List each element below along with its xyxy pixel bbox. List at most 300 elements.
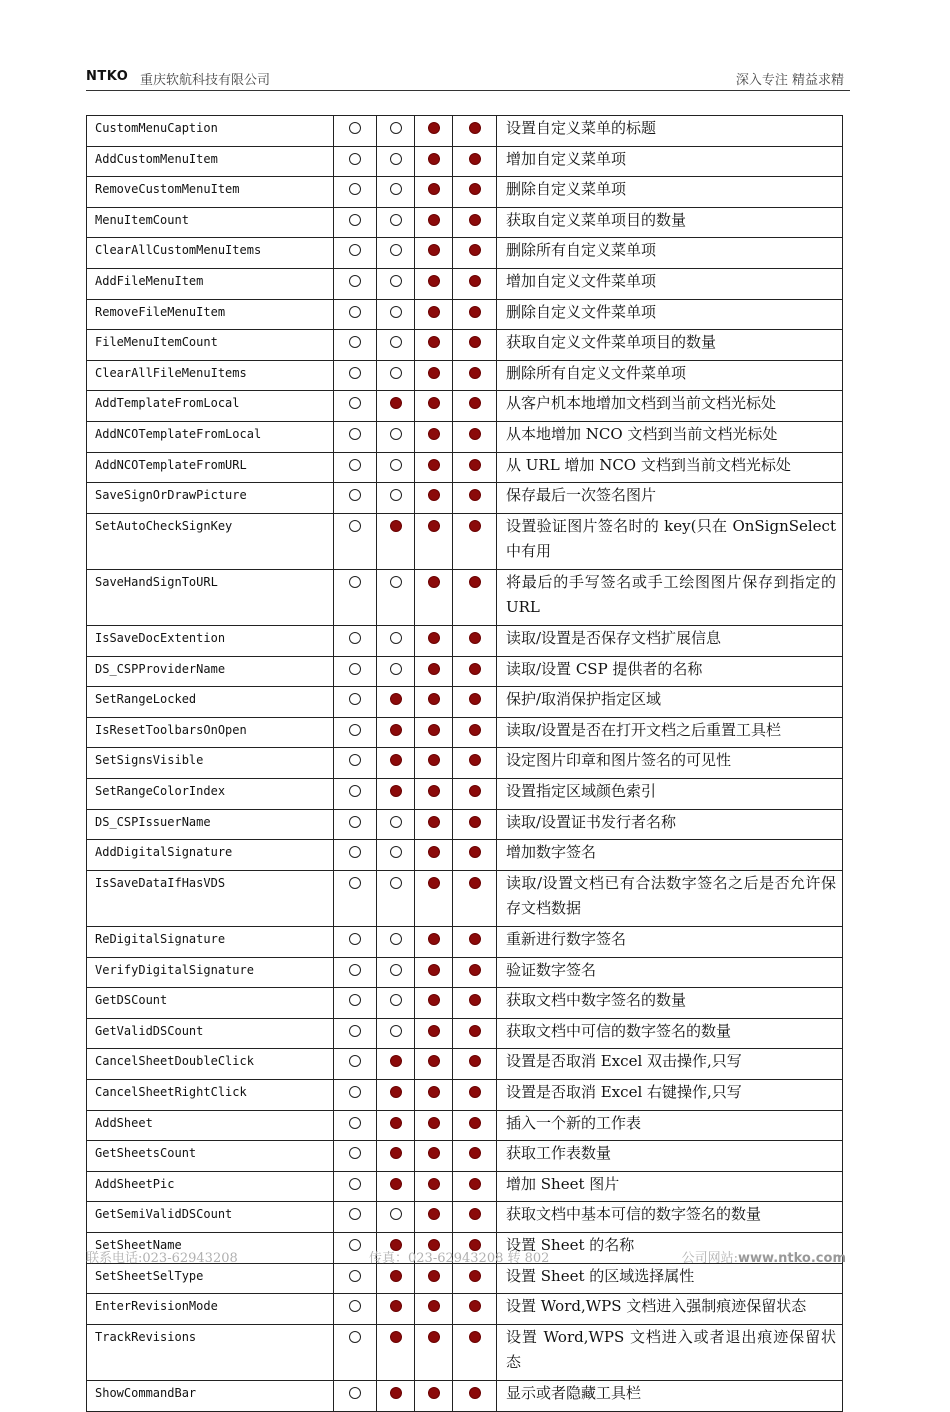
- open-circle-icon: [349, 846, 361, 858]
- method-name: RemoveCustomMenuItem: [87, 177, 334, 208]
- support-cell: [415, 391, 453, 422]
- support-cell: [453, 483, 497, 514]
- method-description: 增加数字签名: [497, 840, 843, 871]
- table-row: [87, 687, 843, 718]
- open-circle-icon: [349, 1055, 361, 1067]
- method-name: SetSheetSelType: [87, 1263, 334, 1294]
- support-cell: [377, 927, 415, 958]
- filled-circle-icon: [469, 1208, 481, 1220]
- method-name: VerifyDigitalSignature: [87, 957, 334, 988]
- open-circle-icon: [349, 336, 361, 348]
- support-cell: [377, 330, 415, 361]
- filled-circle-icon: [469, 1055, 481, 1067]
- open-circle-icon: [349, 754, 361, 766]
- support-cell: [377, 1380, 415, 1411]
- filled-circle-icon: [428, 1208, 440, 1220]
- filled-circle-icon: [428, 663, 440, 675]
- open-circle-icon: [390, 816, 402, 828]
- support-cell: [334, 513, 377, 569]
- support-cell: [334, 927, 377, 958]
- table-row: [87, 360, 843, 391]
- support-cell: [453, 957, 497, 988]
- open-circle-icon: [390, 244, 402, 256]
- support-cell: [415, 1202, 453, 1233]
- table-row: [87, 1018, 843, 1049]
- filled-circle-icon: [469, 785, 481, 797]
- support-cell: [377, 1294, 415, 1325]
- footer-website-url[interactable]: www.ntko.com: [738, 1251, 846, 1266]
- filled-circle-icon: [469, 459, 481, 471]
- table-row: [87, 957, 843, 988]
- support-cell: [334, 146, 377, 177]
- filled-circle-icon: [428, 244, 440, 256]
- support-cell: [453, 360, 497, 391]
- support-cell: [415, 330, 453, 361]
- open-circle-icon: [390, 336, 402, 348]
- method-description: 获取文档中基本可信的数字签名的数量: [497, 1202, 843, 1233]
- method-name: GetSemiValidDSCount: [87, 1202, 334, 1233]
- method-name: AddTemplateFromLocal: [87, 391, 334, 422]
- support-cell: [453, 870, 497, 926]
- support-cell: [334, 299, 377, 330]
- support-cell: [377, 626, 415, 657]
- method-name: ShowCommandBar: [87, 1380, 334, 1411]
- methods-table-body: [87, 116, 843, 1412]
- support-cell: [415, 116, 453, 147]
- table-row: [87, 870, 843, 926]
- support-cell: [334, 452, 377, 483]
- table-row: [87, 483, 843, 514]
- filled-circle-icon: [390, 1270, 402, 1282]
- filled-circle-icon: [390, 754, 402, 766]
- filled-circle-icon: [469, 122, 481, 134]
- open-circle-icon: [349, 663, 361, 675]
- support-cell: [377, 1018, 415, 1049]
- open-circle-icon: [349, 367, 361, 379]
- method-name: DS_CSPIssuerName: [87, 809, 334, 840]
- method-description: 设置 Word,WPS 文档进入或者退出痕迹保留状态: [497, 1324, 843, 1380]
- filled-circle-icon: [469, 153, 481, 165]
- method-name: GetValidDSCount: [87, 1018, 334, 1049]
- table-row: [87, 268, 843, 299]
- open-circle-icon: [349, 994, 361, 1006]
- open-circle-icon: [349, 153, 361, 165]
- filled-circle-icon: [428, 214, 440, 226]
- support-cell: [415, 299, 453, 330]
- method-description: 设置是否取消 Excel 双击操作,只写: [497, 1049, 843, 1080]
- open-circle-icon: [390, 846, 402, 858]
- method-name: RemoveFileMenuItem: [87, 299, 334, 330]
- filled-circle-icon: [428, 1055, 440, 1067]
- method-description: 从 URL 增加 NCO 文档到当前文档光标处: [497, 452, 843, 483]
- support-cell: [377, 299, 415, 330]
- open-circle-icon: [349, 214, 361, 226]
- support-cell: [415, 421, 453, 452]
- filled-circle-icon: [469, 306, 481, 318]
- open-circle-icon: [390, 428, 402, 440]
- methods-table: [86, 115, 843, 1412]
- open-circle-icon: [390, 576, 402, 588]
- open-circle-icon: [390, 994, 402, 1006]
- support-cell: [415, 840, 453, 871]
- filled-circle-icon: [428, 816, 440, 828]
- support-cell: [415, 988, 453, 1019]
- support-cell: [453, 748, 497, 779]
- slogan: 深入专注 精益求精: [735, 73, 844, 88]
- open-circle-icon: [390, 122, 402, 134]
- support-cell: [415, 1263, 453, 1294]
- open-circle-icon: [390, 964, 402, 976]
- support-cell: [334, 748, 377, 779]
- support-cell: [453, 1380, 497, 1411]
- method-name: CancelSheetRightClick: [87, 1080, 334, 1111]
- table-row: [87, 1110, 843, 1141]
- method-description: 设定图片印章和图片签名的可见性: [497, 748, 843, 779]
- method-name: ReDigitalSignature: [87, 927, 334, 958]
- filled-circle-icon: [428, 336, 440, 348]
- open-circle-icon: [390, 1208, 402, 1220]
- filled-circle-icon: [469, 520, 481, 532]
- filled-circle-icon: [428, 1178, 440, 1190]
- open-circle-icon: [390, 663, 402, 675]
- support-cell: [334, 1263, 377, 1294]
- support-cell: [377, 1049, 415, 1080]
- method-description: 插入一个新的工作表: [497, 1110, 843, 1141]
- method-description: 增加自定义文件菜单项: [497, 268, 843, 299]
- support-cell: [377, 513, 415, 569]
- support-cell: [415, 1294, 453, 1325]
- filled-circle-icon: [390, 397, 402, 409]
- support-cell: [453, 1141, 497, 1172]
- support-cell: [453, 809, 497, 840]
- filled-circle-icon: [469, 846, 481, 858]
- support-cell: [334, 656, 377, 687]
- filled-circle-icon: [428, 306, 440, 318]
- support-cell: [377, 1171, 415, 1202]
- table-row: [87, 656, 843, 687]
- open-circle-icon: [349, 1208, 361, 1220]
- support-cell: [453, 988, 497, 1019]
- open-circle-icon: [349, 1025, 361, 1037]
- filled-circle-icon: [469, 183, 481, 195]
- table-row: [87, 177, 843, 208]
- support-cell: [453, 1171, 497, 1202]
- filled-circle-icon: [390, 1055, 402, 1067]
- support-cell: [334, 330, 377, 361]
- table-row: [87, 927, 843, 958]
- filled-circle-icon: [428, 459, 440, 471]
- open-circle-icon: [390, 275, 402, 287]
- filled-circle-icon: [469, 489, 481, 501]
- filled-circle-icon: [469, 576, 481, 588]
- method-name: SetSignsVisible: [87, 748, 334, 779]
- support-cell: [453, 1294, 497, 1325]
- support-cell: [377, 779, 415, 810]
- support-cell: [377, 207, 415, 238]
- open-circle-icon: [390, 306, 402, 318]
- filled-circle-icon: [469, 1147, 481, 1159]
- support-cell: [415, 360, 453, 391]
- filled-circle-icon: [469, 1300, 481, 1312]
- brand-logo: NTKO: [86, 69, 129, 84]
- filled-circle-icon: [428, 153, 440, 165]
- support-cell: [334, 957, 377, 988]
- filled-circle-icon: [428, 397, 440, 409]
- method-name: EnterRevisionMode: [87, 1294, 334, 1325]
- support-cell: [453, 927, 497, 958]
- table-row: [87, 1141, 843, 1172]
- support-cell: [334, 1110, 377, 1141]
- filled-circle-icon: [469, 816, 481, 828]
- filled-circle-icon: [390, 1300, 402, 1312]
- support-cell: [377, 360, 415, 391]
- open-circle-icon: [349, 1331, 361, 1343]
- table-row: [87, 421, 843, 452]
- support-cell: [415, 238, 453, 269]
- support-cell: [415, 1141, 453, 1172]
- support-cell: [377, 1202, 415, 1233]
- support-cell: [377, 870, 415, 926]
- method-name: SaveSignOrDrawPicture: [87, 483, 334, 514]
- support-cell: [453, 207, 497, 238]
- table-row: [87, 988, 843, 1019]
- support-cell: [334, 238, 377, 269]
- filled-circle-icon: [469, 663, 481, 675]
- support-cell: [334, 840, 377, 871]
- support-cell: [334, 1324, 377, 1380]
- filled-circle-icon: [390, 1331, 402, 1343]
- support-cell: [334, 626, 377, 657]
- support-cell: [415, 779, 453, 810]
- method-description: 删除所有自定义菜单项: [497, 238, 843, 269]
- filled-circle-icon: [390, 1117, 402, 1129]
- support-cell: [453, 1018, 497, 1049]
- support-cell: [334, 421, 377, 452]
- filled-circle-icon: [469, 693, 481, 705]
- table-row: [87, 116, 843, 147]
- support-cell: [415, 656, 453, 687]
- company-name: 重庆软航科技有限公司: [140, 73, 271, 88]
- method-description: 删除所有自定义文件菜单项: [497, 360, 843, 391]
- page-footer: [86, 1247, 846, 1267]
- table-row: [87, 569, 843, 625]
- method-name: CustomMenuCaption: [87, 116, 334, 147]
- method-description: 设置是否取消 Excel 右键操作,只写: [497, 1080, 843, 1111]
- filled-circle-icon: [428, 693, 440, 705]
- filled-circle-icon: [428, 933, 440, 945]
- support-cell: [377, 840, 415, 871]
- filled-circle-icon: [390, 693, 402, 705]
- filled-circle-icon: [428, 122, 440, 134]
- method-name: CancelSheetDoubleClick: [87, 1049, 334, 1080]
- method-name: AddSheetPic: [87, 1171, 334, 1202]
- method-name: AddDigitalSignature: [87, 840, 334, 871]
- filled-circle-icon: [428, 489, 440, 501]
- support-cell: [453, 626, 497, 657]
- filled-circle-icon: [390, 724, 402, 736]
- support-cell: [334, 687, 377, 718]
- support-cell: [453, 569, 497, 625]
- method-name: IsSaveDataIfHasVDS: [87, 870, 334, 926]
- support-cell: [415, 1380, 453, 1411]
- support-cell: [415, 207, 453, 238]
- table-row: [87, 330, 843, 361]
- table-row: [87, 779, 843, 810]
- filled-circle-icon: [469, 1117, 481, 1129]
- filled-circle-icon: [469, 724, 481, 736]
- open-circle-icon: [390, 632, 402, 644]
- support-cell: [453, 391, 497, 422]
- support-cell: [334, 870, 377, 926]
- support-cell: [334, 1049, 377, 1080]
- filled-circle-icon: [428, 846, 440, 858]
- method-name: FileMenuItemCount: [87, 330, 334, 361]
- support-cell: [377, 146, 415, 177]
- method-description: 显示或者隐藏工具栏: [497, 1380, 843, 1411]
- support-cell: [377, 656, 415, 687]
- support-cell: [453, 1202, 497, 1233]
- support-cell: [377, 1080, 415, 1111]
- open-circle-icon: [349, 1117, 361, 1129]
- method-description: 从本地增加 NCO 文档到当前文档光标处: [497, 421, 843, 452]
- filled-circle-icon: [390, 520, 402, 532]
- method-description: 读取/设置文档已有合法数字签名之后是否允许保存文档数据: [497, 870, 843, 926]
- support-cell: [377, 988, 415, 1019]
- method-name: MenuItemCount: [87, 207, 334, 238]
- open-circle-icon: [349, 1387, 361, 1399]
- table-row: [87, 452, 843, 483]
- table-row: [87, 1294, 843, 1325]
- filled-circle-icon: [469, 336, 481, 348]
- open-circle-icon: [349, 816, 361, 828]
- open-circle-icon: [349, 1147, 361, 1159]
- open-circle-icon: [349, 122, 361, 134]
- support-cell: [334, 1294, 377, 1325]
- filled-circle-icon: [428, 1270, 440, 1282]
- support-cell: [453, 116, 497, 147]
- method-name: AddSheet: [87, 1110, 334, 1141]
- table-row: [87, 1080, 843, 1111]
- filled-circle-icon: [390, 1086, 402, 1098]
- method-description: 获取自定义菜单项目的数量: [497, 207, 843, 238]
- filled-circle-icon: [469, 1331, 481, 1343]
- support-cell: [415, 483, 453, 514]
- method-name: AddCustomMenuItem: [87, 146, 334, 177]
- support-cell: [415, 513, 453, 569]
- support-cell: [453, 840, 497, 871]
- open-circle-icon: [390, 214, 402, 226]
- support-cell: [415, 1324, 453, 1380]
- support-cell: [334, 360, 377, 391]
- table-row: [87, 513, 843, 569]
- support-cell: [453, 717, 497, 748]
- method-description: 设置验证图片签名时的 key(只在 OnSignSelect 中有用: [497, 513, 843, 569]
- support-cell: [415, 452, 453, 483]
- table-row: [87, 238, 843, 269]
- open-circle-icon: [390, 459, 402, 471]
- support-cell: [415, 1080, 453, 1111]
- filled-circle-icon: [428, 994, 440, 1006]
- filled-circle-icon: [469, 754, 481, 766]
- open-circle-icon: [349, 632, 361, 644]
- footer-fax: 传真：023-62943208 转 802: [369, 1251, 550, 1266]
- filled-circle-icon: [428, 1300, 440, 1312]
- open-circle-icon: [349, 397, 361, 409]
- filled-circle-icon: [469, 1387, 481, 1399]
- support-cell: [415, 957, 453, 988]
- filled-circle-icon: [469, 397, 481, 409]
- support-cell: [334, 1141, 377, 1172]
- support-cell: [453, 1110, 497, 1141]
- filled-circle-icon: [469, 1178, 481, 1190]
- filled-circle-icon: [428, 964, 440, 976]
- open-circle-icon: [349, 933, 361, 945]
- method-description: 增加自定义菜单项: [497, 146, 843, 177]
- open-circle-icon: [390, 489, 402, 501]
- support-cell: [415, 717, 453, 748]
- table-row: [87, 1263, 843, 1294]
- method-name: SetRangeColorIndex: [87, 779, 334, 810]
- method-description: 读取/设置证书发行者名称: [497, 809, 843, 840]
- method-description: 获取自定义文件菜单项目的数量: [497, 330, 843, 361]
- filled-circle-icon: [428, 428, 440, 440]
- method-description: 获取文档中可信的数字签名的数量: [497, 1018, 843, 1049]
- open-circle-icon: [349, 1086, 361, 1098]
- open-circle-icon: [349, 1178, 361, 1190]
- support-cell: [415, 177, 453, 208]
- method-description: 删除自定义文件菜单项: [497, 299, 843, 330]
- filled-circle-icon: [428, 877, 440, 889]
- table-row: [87, 626, 843, 657]
- filled-circle-icon: [469, 214, 481, 226]
- open-circle-icon: [349, 693, 361, 705]
- filled-circle-icon: [469, 1025, 481, 1037]
- support-cell: [415, 1110, 453, 1141]
- open-circle-icon: [349, 964, 361, 976]
- filled-circle-icon: [428, 1387, 440, 1399]
- method-name: ClearAllCustomMenuItems: [87, 238, 334, 269]
- table-row: [87, 391, 843, 422]
- support-cell: [415, 1049, 453, 1080]
- method-description: 设置 Sheet 的区域选择属性: [497, 1263, 843, 1294]
- table-row: [87, 1380, 843, 1411]
- open-circle-icon: [390, 1025, 402, 1037]
- support-cell: [377, 717, 415, 748]
- support-cell: [377, 957, 415, 988]
- support-cell: [377, 421, 415, 452]
- support-cell: [377, 1141, 415, 1172]
- support-cell: [453, 1324, 497, 1380]
- support-cell: [377, 1324, 415, 1380]
- table-row: [87, 1202, 843, 1233]
- filled-circle-icon: [428, 1147, 440, 1159]
- support-cell: [453, 268, 497, 299]
- support-cell: [377, 177, 415, 208]
- support-cell: [377, 268, 415, 299]
- support-cell: [377, 391, 415, 422]
- method-description: 读取/设置是否在打开文档之后重置工具栏: [497, 717, 843, 748]
- method-name: IsSaveDocExtention: [87, 626, 334, 657]
- support-cell: [334, 1080, 377, 1111]
- footer-website: [682, 1247, 846, 1266]
- support-cell: [377, 569, 415, 625]
- support-cell: [453, 299, 497, 330]
- support-cell: [453, 177, 497, 208]
- filled-circle-icon: [469, 632, 481, 644]
- table-row: [87, 717, 843, 748]
- table-row: [87, 299, 843, 330]
- support-cell: [334, 116, 377, 147]
